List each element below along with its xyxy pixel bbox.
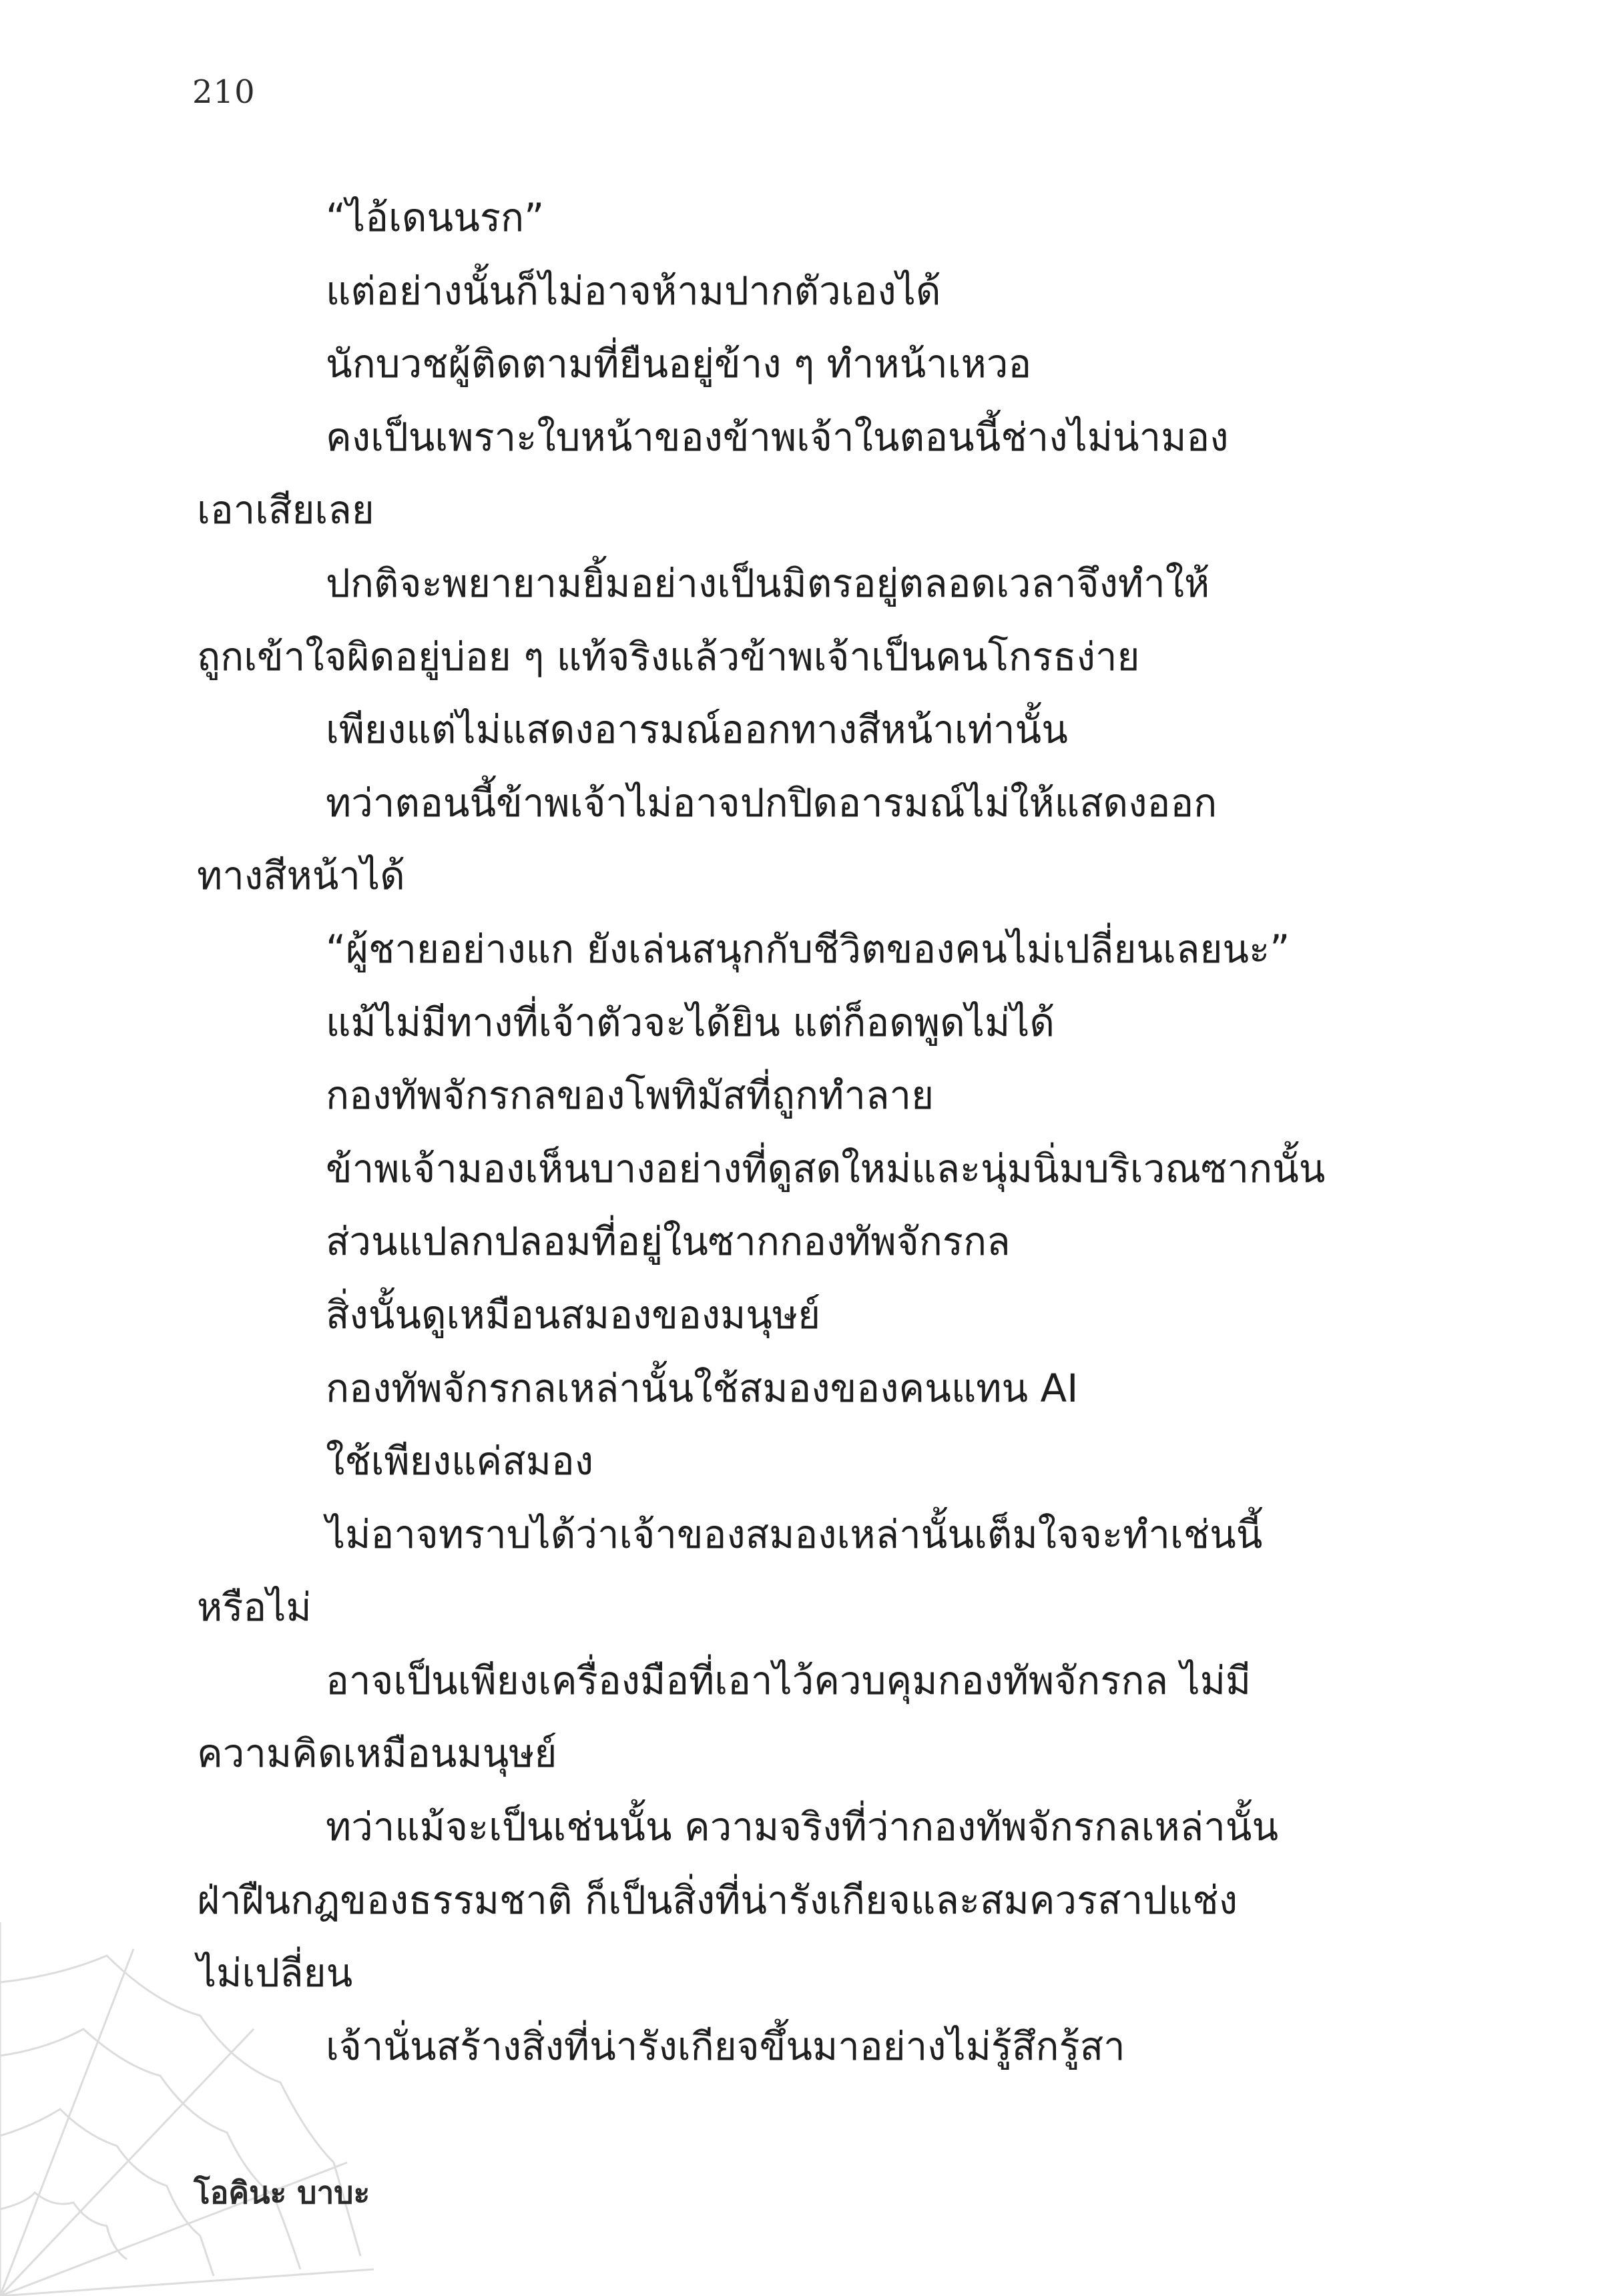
cobweb-icon: [0, 1922, 374, 2296]
body-text: [197, 182, 1378, 2083]
text-line: ส่วนแปลกปลอมที่อยู่ในซากกองทัพจักรกล: [326, 1219, 1011, 1265]
text-line: ฝ่าฝืนกฎของธรรมชาติ ก็เป็นสิ่งที่น่ารังเกียจและสมควรสาปแช่ง: [197, 1877, 1238, 1923]
text-line: ไม่เปลี่ยน: [197, 1950, 353, 1996]
text-line: ความคิดเหมือนมนุษย์: [197, 1731, 557, 1777]
text-line: กองทัพจักรกลของโพทิมัสที่ถูกทำลาย: [326, 1073, 934, 1119]
text-line: ถูกเข้าใจผิดอยู่บ่อย ๆ แท้จริงแล้วข้าพเจ้าเป็นคนโกรธง่าย: [197, 633, 1140, 679]
text-line: สิ่งนั้นดูเหมือนสมองของมนุษย์: [326, 1292, 821, 1338]
text-line: ทว่าตอนนี้ข้าพเจ้าไม่อาจปกปิดอารมณ์ไม่ให้แสดงออก: [326, 780, 1218, 826]
text-line: ไม่อาจทราบได้ว่าเจ้าของสมองเหล่านั้นเต็มใจจะทำเช่นนี้: [326, 1511, 1263, 1557]
text-line: เจ้านั่นสร้างสิ่งที่น่ารังเกียจขึ้นมาอย่างไม่รู้สึกรู้สา: [326, 2023, 1125, 2069]
text-line: ข้าพเจ้ามองเห็นบางอย่างที่ดูสดใหม่และนุ่มนิ่มบริเวณซากนั้น: [326, 1145, 1326, 1191]
page-number: 210: [192, 73, 256, 111]
footer-author: โอคินะ บาบะ: [194, 2175, 370, 2211]
text-line: แม้ไม่มีทางที่เจ้าตัวจะได้ยิน แต่ก็อดพูดไม่ได้: [326, 999, 1055, 1045]
text-line: อาจเป็นเพียงเครื่องมือที่เอาไว้ควบคุมกองทัพจักรกล ไม่มี: [326, 1657, 1252, 1703]
text-line: ใช้เพียงแค่สมอง: [326, 1438, 594, 1484]
text-line: แต่อย่างนั้นก็ไม่อาจห้ามปากตัวเองได้: [326, 268, 941, 314]
text-line: นักบวชผู้ติดตามที่ยืนอยู่ข้าง ๆ ทำหน้าเหวอ: [326, 341, 1032, 387]
text-line: เพียงแต่ไม่แสดงอารมณ์ออกทางสีหน้าเท่านั้น: [326, 707, 1068, 753]
text-line: คงเป็นเพราะใบหน้าของข้าพเจ้าในตอนนี้ช่างไม่น่ามอง: [326, 414, 1229, 460]
text-line: “ผู้ชายอย่างแก ยังเล่นสนุกกับชีวิตของคนไม่เปลี่ยนเลยนะ”: [326, 926, 1290, 972]
text-line: ปกติจะพยายามยิ้มอย่างเป็นมิตรอยู่ตลอดเวลาจึงทำให้: [326, 560, 1210, 606]
text-line: เอาเสียเลย: [197, 487, 374, 533]
text-line: ทว่าแม้จะเป็นเช่นนั้น ความจริงที่ว่ากองทัพจักรกลเหล่านั้น: [326, 1804, 1279, 1850]
text-line: หรือไม่: [197, 1585, 312, 1631]
text-line: ทางสีหน้าได้: [197, 853, 405, 899]
text-line: กองทัพจักรกลเหล่านั้นใช้สมองของคนแทน AI: [326, 1365, 1079, 1411]
text-line: “ไอ้เดนนรก”: [326, 195, 545, 240]
